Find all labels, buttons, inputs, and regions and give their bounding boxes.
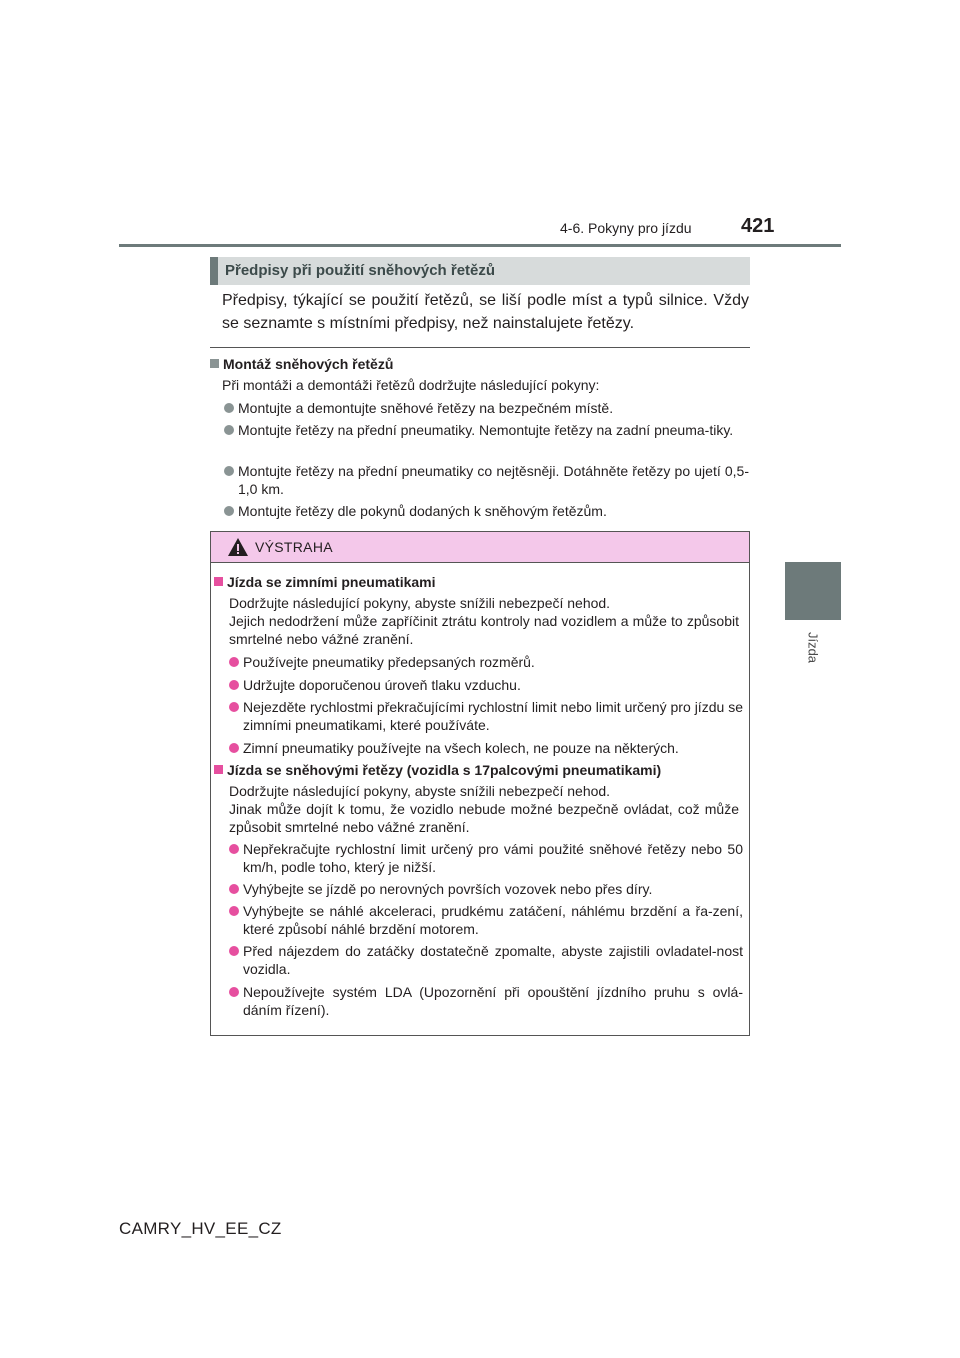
list-item: Nepoužívejte systém LDA (Upozornění při opouštění jízdního pruhu s ovlá-dáním řízení). xyxy=(229,983,743,1019)
list-item: Montujte řetězy na přední pneumatiky co nejtěsněji. Dotáhněte řetězy po ujetí 0,5-1,0 km. xyxy=(224,462,749,498)
chains-lead: Dodržujte následující pokyny, abyste snížili nebezpečí nehod. xyxy=(229,783,611,799)
running-header: 4-6. Pokyny pro jízdu xyxy=(560,220,692,236)
bullet-dot-icon xyxy=(224,506,234,516)
bullet-dot-icon xyxy=(229,680,239,690)
chain-mounting-lead: Při montáži a demontáži řetězů dodržujte následující pokyny: xyxy=(222,377,600,393)
model-code: CAMRY_HV_EE_CZ xyxy=(119,1219,282,1238)
square-bullet-icon xyxy=(214,577,223,586)
list-item: Nepřekračujte rychlostní limit určený pro vámi použité sněhové řetězy nebo 50 km/h, podle toho, který je nižší. xyxy=(229,840,743,876)
subheading-winter-tyres: Jízda se zimními pneumatikami xyxy=(214,574,436,590)
list-item: Montujte řetězy na přední pneumatiky. Nemontujte řetězy na zadní pneuma-tiky. xyxy=(224,421,749,439)
bullet-dot-icon xyxy=(229,946,239,956)
intro-divider xyxy=(210,347,750,348)
winter-lead: Dodržujte následující pokyny, abyste snížili nebezpečí nehod. xyxy=(229,595,611,611)
list-item: Vyhýbejte se náhlé akceleraci, prudkému zatáčení, náhlému brzdění a řa-zení, které způsobí náhlé brzdění motorem. xyxy=(229,902,743,938)
section-heading-text: Předpisy při použití sněhových řetězů xyxy=(225,262,496,279)
bullet-dot-icon xyxy=(229,702,239,712)
warning-triangle-icon xyxy=(227,537,249,557)
section-intro: Předpisy, týkající se použití řetězů, se liší podle míst a typů silnice. Vždy se seznamte s místními předpisy, než nainstalujete řetězy. xyxy=(222,292,749,332)
page-number: 421 xyxy=(741,215,775,237)
bullet-dot-icon xyxy=(229,743,239,753)
bullet-dot-icon xyxy=(229,906,239,916)
list-item: Montujte a demontujte sněhové řetězy na bezpečném místě. xyxy=(224,399,749,417)
header-rule xyxy=(119,244,841,247)
bullet-dot-icon xyxy=(229,657,239,667)
section-heading xyxy=(210,257,750,285)
chapter-label-text: Jízda xyxy=(805,631,821,664)
list-item: Udržujte doporučenou úroveň tlaku vzduchu. xyxy=(229,676,743,694)
bullet-dot-icon xyxy=(224,425,234,435)
list-item: Před nájezdem do zatáčky dostatečně zpomalte, abyste zajistili ovladatel-nost vozidla. xyxy=(229,942,743,978)
chains-consequence: Jinak může dojít k tomu, že vozidlo nebude možné bezpečně ovládat, což může způsobit smrtelné nebo vážné zranění. xyxy=(229,801,739,835)
square-bullet-icon xyxy=(214,765,223,774)
list-item: Vyhýbejte se jízdě po nerovných površích vozovek nebo přes díry. xyxy=(229,880,743,898)
bullet-dot-icon xyxy=(229,884,239,894)
list-item: Používejte pneumatiky předepsaných rozměrů. xyxy=(229,653,743,671)
bullet-dot-icon xyxy=(224,403,234,413)
bullet-dot-icon xyxy=(229,987,239,997)
list-item: Zimní pneumatiky používejte na všech kolech, ne pouze na některých. xyxy=(229,739,743,757)
chapter-label xyxy=(798,622,828,672)
chapter-number: 4 xyxy=(809,1137,817,1152)
subheading-chain-mounting: Montáž sněhových řetězů xyxy=(210,356,393,372)
list-item: Montujte řetězy dle pokynů dodaných k sněhovým řetězům. xyxy=(224,502,749,520)
warning-label: VÝSTRAHA xyxy=(255,539,333,555)
list-item: Nejezděte rychlostmi překračujícími rychlostní limit nebo limit určený pro jízdu se zimními pneumatikami, které používáte. xyxy=(229,698,743,734)
bullet-dot-icon xyxy=(224,466,234,476)
square-bullet-icon xyxy=(210,359,219,368)
bullet-dot-icon xyxy=(229,844,239,854)
winter-consequence: Jejich nedodržení může zapříčinit ztrátu kontroly nad vozidlem a může to způsobit smrtelné nebo vážné zranění. xyxy=(229,613,739,647)
warning-header xyxy=(211,532,749,563)
subheading-snow-chains: Jízda se sněhovými řetězy (vozidla s 17palcovými pneumatikami) xyxy=(214,762,661,778)
